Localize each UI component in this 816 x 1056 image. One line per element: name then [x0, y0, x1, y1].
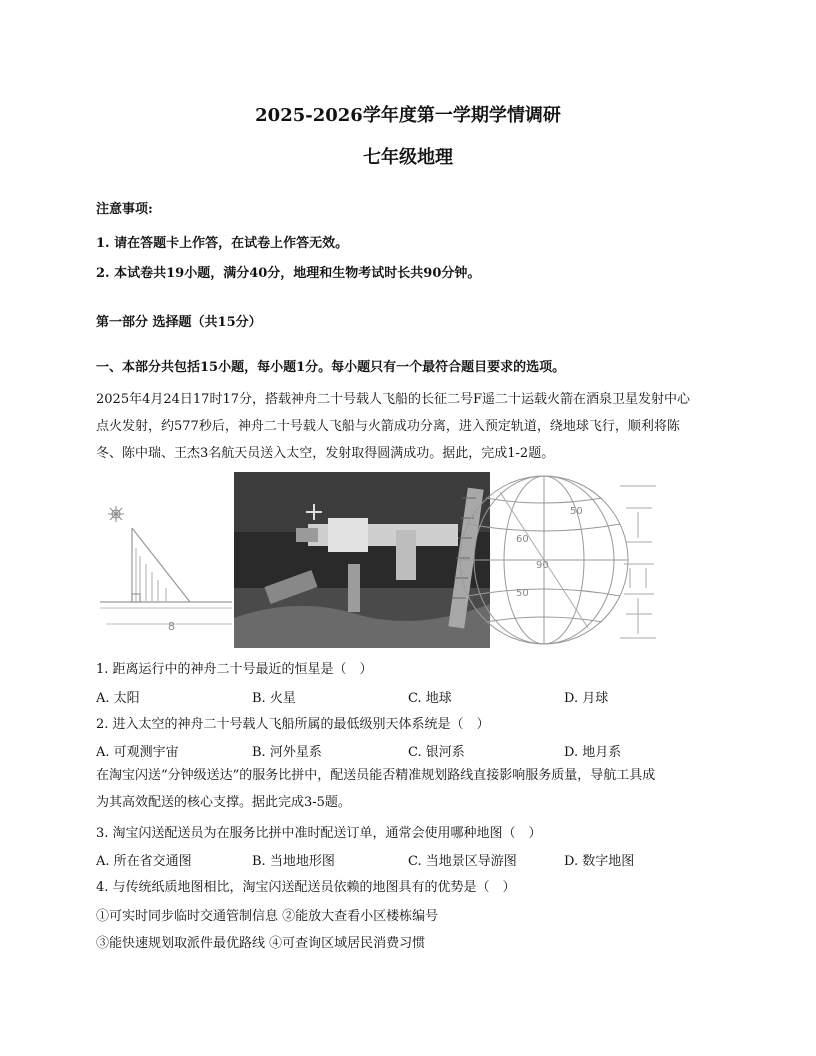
question-2-option-b: B. 河外星系 — [252, 745, 322, 760]
passage-2-line: 在淘宝闪送“分钟级送达”的服务比拼中，配送员能否精准规划路线直接影响服务质量，导航工具成 — [96, 768, 656, 783]
question-1-option-b: B. 火星 — [252, 691, 296, 706]
passage-2-line: 为其高效配送的核心支撑。据此完成3-5题。 — [96, 795, 351, 810]
globe-label: 90 — [536, 560, 549, 571]
notice-item-2: 2. 本试卷共19小题，满分40分，地理和生物考试时长共90分钟。 — [96, 266, 481, 281]
question-4-statements-1: ①可实时同步临时交通管制信息 ②能放大查看小区楼栋编号 — [96, 909, 439, 924]
question-1-option-c: C. 地球 — [408, 691, 452, 706]
question-4-statements-2: ③能快速规划取派件最优路线 ④可查询区域居民消费习惯 — [96, 936, 426, 951]
vertical-strip-sketch — [620, 486, 656, 638]
sun-icon — [108, 506, 124, 522]
triangle-shadow-sketch — [100, 528, 232, 624]
passage-1-line: 冬、陈中瑞、王杰3名航天员送入太空，发射取得圆满成功。据此，完成1-2题。 — [96, 446, 555, 461]
part1-instruction: 一、本部分共包括15小题，每小题1分。每小题只有一个最符合题目要求的选项。 — [96, 360, 566, 375]
question-3-option-d: D. 数字地图 — [564, 854, 635, 869]
passage-figure — [96, 468, 660, 650]
globe-label: 60 — [516, 534, 529, 545]
question-1-option-a: A. 太阳 — [96, 691, 140, 706]
question-3-stem: 3. 淘宝闪送配送员为在服务比拼中准时配送订单，通常会使用哪种地图（ ） — [96, 826, 542, 841]
globe-label: 50 — [570, 506, 583, 517]
notice-item-1: 1. 请在答题卡上作答，在试卷上作答无效。 — [96, 236, 349, 251]
passage-1-line: 2025年4月24日17时17分，搭载神舟二十号载人飞船的长征二号F遥二十运载火箭在酒泉卫星发射中心 — [96, 392, 691, 407]
passage-2 — [96, 762, 716, 816]
question-2-option-a: A. 可观测宇宙 — [96, 745, 179, 760]
question-2-option-d: D. 地月系 — [564, 745, 622, 760]
notice-heading: 注意事项: — [96, 202, 153, 217]
part1-heading: 第一部分 选择题（共15分） — [96, 315, 262, 330]
exam-subtitle: 七年级地理 — [363, 147, 453, 168]
passage-1 — [96, 386, 716, 467]
question-3-option-a: A. 所在省交通图 — [96, 854, 192, 869]
question-3-option-c: C. 当地景区导游图 — [408, 854, 517, 869]
question-2-option-c: C. 银河系 — [408, 745, 465, 760]
globe-label: 50 — [516, 588, 529, 599]
question-2-stem: 2. 进入太空的神舟二十号载人飞船所属的最低级别天体系统是（ ） — [96, 717, 490, 732]
exam-title: 2025-2026学年度第一学期学情调研 — [255, 105, 561, 126]
passage-1-line: 点火发射，约577秒后，神舟二十号载人飞船与火箭成功分离，进入预定轨道，绕地球飞行，顺利将陈 — [96, 419, 680, 434]
question-4-stem: 4. 与传统纸质地图相比，淘宝闪送配送员依赖的地图具有的优势是（ ） — [96, 880, 516, 895]
triangle-label: 8 — [168, 620, 175, 633]
question-1-stem: 1. 距离运行中的神舟二十号最近的恒星是（ ） — [96, 662, 373, 677]
space-station-photo — [234, 472, 490, 648]
question-1-option-d: D. 月球 — [564, 691, 609, 706]
question-3-option-b: B. 当地地形图 — [252, 854, 335, 869]
